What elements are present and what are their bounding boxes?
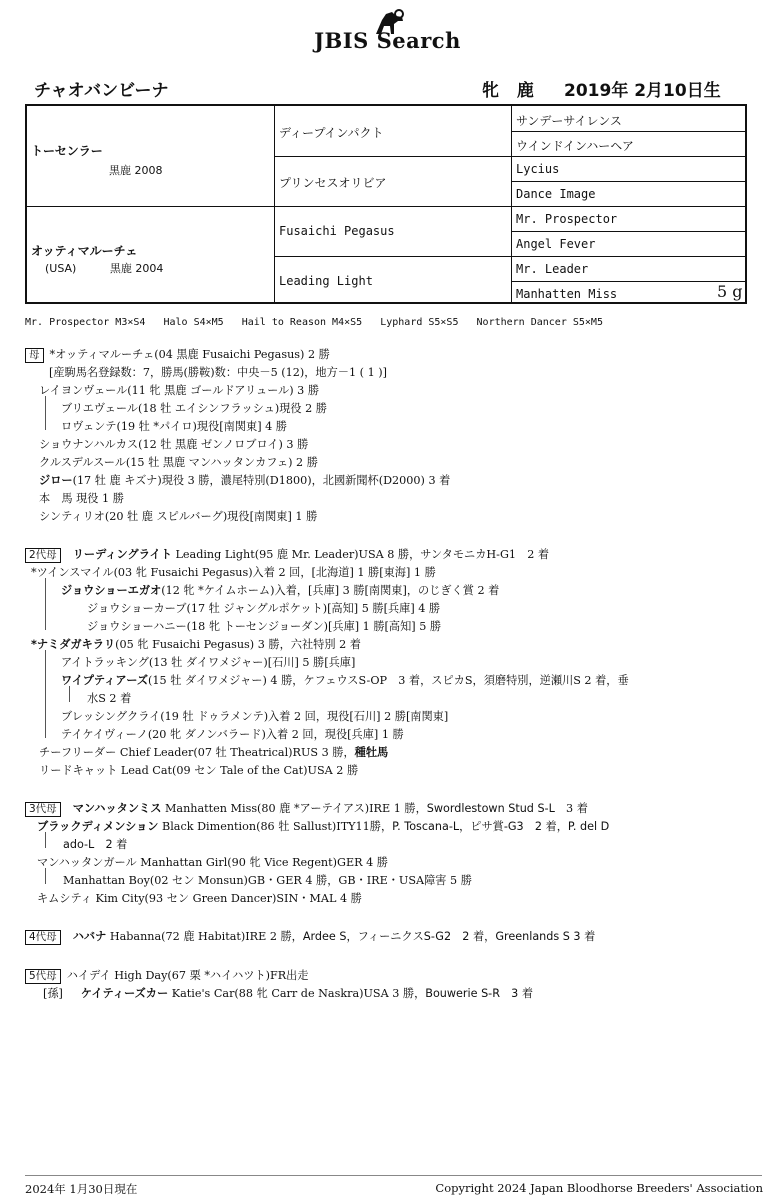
jbis-logo[interactable] xyxy=(0,6,775,54)
third-dam-name: マンハッタンミス xyxy=(72,802,162,815)
horse-name: チャオバンビーナ xyxy=(34,81,169,101)
progeny-detail: (12 牝 *ケイムホーム)入着，[兵庫] 3 勝[南関東]，のじぎく賞 2 着 xyxy=(161,584,500,597)
progeny-line-continued: ado-L 2 着 xyxy=(63,838,128,851)
progeny-line-continued: 水S 2 着 xyxy=(87,692,132,705)
progeny-line: ジョウショーハニー(18 牝 トーセンジョーダン)[兵庫] 1 勝[高知] 5 勝 xyxy=(87,620,442,633)
g3-ancestor[interactable]: Mr. Prospector xyxy=(516,212,618,226)
progeny-line: テイケイヴィーノ(20 牝 ダノンバラード)入着 2 回，現役[兵庫] 1 勝 xyxy=(61,728,404,741)
stallion-label: 種牡馬 xyxy=(354,746,389,759)
g3-ancestor[interactable]: Angel Fever xyxy=(516,237,596,251)
third-dam-detail: Manhatten Miss(80 鹿 *アーテイアス)IRE 1 勝， xyxy=(161,802,427,815)
race-names: P. Toscana-L，ピサ賞-G3 2 着，P. del D xyxy=(392,820,610,833)
g2-dam-sire[interactable]: Fusaichi Pegasus xyxy=(279,224,395,238)
fourth-dam-name: ハバナ xyxy=(72,930,107,943)
logo-text: JBIS Search xyxy=(314,28,461,53)
progeny-name-bold: ジロー xyxy=(39,474,73,487)
g3-ancestor[interactable]: Mr. Leader xyxy=(516,262,589,276)
progeny-line: マンハッタンガール Manhattan Girl(90 牝 Vice Regent)GER 4 勝 xyxy=(37,856,388,869)
race-placing: 3 着 xyxy=(554,802,588,815)
race-name: Bouwerie S-R 3 着 xyxy=(425,987,534,1000)
this-horse-line: 本 馬 現役 1 勝 xyxy=(39,492,124,505)
g3-ancestor[interactable]: ウインドインハーヘア xyxy=(516,139,634,153)
progeny-line: ブリエヴェール(18 牡 エイシンフラッシュ)現役 2 勝 xyxy=(61,402,327,415)
section-tag: 3代母 xyxy=(25,802,61,817)
progeny-name-bold: *ナミダガキラリ xyxy=(31,638,116,651)
progeny-line: キムシティ Kim City(93 セン Green Dancer)SIN・MAL 4 勝 xyxy=(37,892,362,905)
section-tag: 4代母 xyxy=(25,930,61,945)
g2-sire-dam[interactable]: プリンセスオリビア xyxy=(279,176,387,190)
inbreeding-line: Mr. Prospector M3×S4 Halo S4×M5 Hail to Reason M4×S5 Lyphard S5×S5 Northern Dancer S5×M5 xyxy=(25,317,603,328)
sire-cell[interactable] xyxy=(31,142,163,178)
progeny-name-bold: ワイプティアーズ xyxy=(61,674,149,687)
g2-sire-sire[interactable]: ディープインパクト xyxy=(279,126,384,140)
pedigree-table xyxy=(25,104,747,304)
progeny-detail: チーフリーダー Chief Leader(07 牡 Theatrical)RUS 3 勝， xyxy=(39,746,355,759)
dam-origin: (USA) xyxy=(45,262,77,275)
g3-ancestor[interactable]: Manhatten Miss xyxy=(516,287,618,301)
g2-dam-dam[interactable]: Leading Light xyxy=(279,274,373,288)
footer-date: 2024年 1月30日現在 xyxy=(25,1182,138,1196)
fifth-dam-line: ハイデイ High Day(67 栗 *ハイハツト)FR出走 xyxy=(66,969,309,982)
progeny-detail: (17 牡 鹿 キズナ)現役 3 勝，濃尾特別(D1800)，北國新聞杯(D2000) 3 着 xyxy=(72,474,451,487)
horse-sex-color: 牝 鹿 xyxy=(482,81,540,101)
progeny-name-bold: ケイティーズカー xyxy=(80,987,169,1000)
progeny-line: クルスデルスール(15 牡 黒鹿 マンハッタンカフェ) 2 勝 xyxy=(39,456,318,469)
progeny-detail: Katie's Car(88 牝 Carr de Naskra)USA 3 勝， xyxy=(168,987,426,1000)
progeny-line: *ツインスマイル(03 牝 Fusaichi Pegasus)入着 2 回，[北海道] 1 勝[東海] 1 勝 xyxy=(31,566,436,579)
fourth-dam-detail: Habanna(72 鹿 Habitat)IRE 2 勝， xyxy=(106,930,303,943)
section-tag: 2代母 xyxy=(25,548,61,563)
footer-divider xyxy=(25,1175,762,1176)
progeny-line: アイトラッキング(13 牡 ダイワメジャー)[石川] 5 勝[兵庫] xyxy=(61,656,356,669)
g3-ancestor[interactable]: サンデーサイレンス xyxy=(516,114,622,128)
dam-name[interactable]: オッティマルーチェ xyxy=(31,244,138,258)
g3-ancestor[interactable]: Dance Image xyxy=(516,187,596,201)
footer-copyright: Copyright 2024 Japan Bloodhorse Breeders' Association xyxy=(435,1181,763,1195)
section-tag: 母 xyxy=(25,348,44,363)
race-names: Ardee S，フィーニクスS-G2 2 着，Greenlands S 3 着 xyxy=(302,930,596,943)
progeny-name-bold: ジョウショーエガオ xyxy=(61,584,162,597)
progeny-line: ブレッシングクライ(19 牡 ドゥラメンテ)入着 2 回，現役[石川] 2 勝[南関東] xyxy=(61,710,449,723)
progeny-line: リードキャット Lead Cat(09 セン Tale of the Cat)USA 2 勝 xyxy=(39,764,359,777)
progeny-detail: Black Dimention(86 牡 Sallust)ITY11勝， xyxy=(158,820,393,833)
g3-ancestor[interactable]: Lycius xyxy=(516,162,560,176)
dam-line: *オッティマルーチェ(04 黒鹿 Fusaichi Pegasus) 2 勝 xyxy=(49,348,330,361)
dam-produce-stats: [産駒馬名登録数：7，勝馬(勝鞍)数：中央－5 (12)，地方－1 ( 1 )] xyxy=(49,366,387,379)
progeny-detail: (05 牝 Fusaichi Pegasus) 3 勝，六社特別 2 着 xyxy=(115,638,361,651)
progeny-line: ロヴェンテ(19 牡 *パイロ)現役[南関東] 4 勝 xyxy=(61,420,287,433)
progeny-line: ジョウショーカーブ(17 牡 ジャングルポケット)[高知] 5 勝[兵庫] 4 勝 xyxy=(87,602,441,615)
race-name: Swordlestown Stud S-L xyxy=(426,802,555,815)
sire-name[interactable]: トーセンラー xyxy=(31,144,103,158)
progeny-name-bold: ブラックディメンション xyxy=(37,820,159,833)
grandchild-label: [孫] xyxy=(43,987,63,1000)
dam-cell[interactable] xyxy=(31,242,163,276)
section-tag: 5代母 xyxy=(25,969,61,984)
dam-detail: 黒鹿 2004 xyxy=(109,262,164,275)
progeny-line: レイヨンヴェール(11 牝 黒鹿 ゴールドアリュール) 3 勝 xyxy=(39,384,320,397)
second-dam-detail: Leading Light(95 鹿 Mr. Leader)USA 8 勝，サンタモニカH-G1 2 着 xyxy=(171,548,550,561)
progeny-line: シンティリオ(20 牡 鹿 スピルバーグ)現役[南関東] 1 勝 xyxy=(39,510,318,523)
sire-detail: 黒鹿 2008 xyxy=(109,164,163,177)
progeny-line: ショウナンハルカス(12 牡 黒鹿 ゼンノロブロイ) 3 勝 xyxy=(39,438,309,451)
progeny-detail: (15 牡 ダイワメジャー) 4 勝，ケフェウスS-OP 3 着，スピカS，須磨特別，逆瀬川S 2 着，垂 xyxy=(148,674,629,687)
family-number: 5 g xyxy=(717,282,743,301)
second-dam-name: リーディングライト xyxy=(72,548,172,561)
horse-birthdate: 2019年 2月10日生 xyxy=(564,81,721,101)
horse-header xyxy=(34,76,734,102)
progeny-line: Manhattan Boy(02 セン Monsun)GB・GER 4 勝，GB・IRE・USA障害 5 勝 xyxy=(63,874,472,887)
